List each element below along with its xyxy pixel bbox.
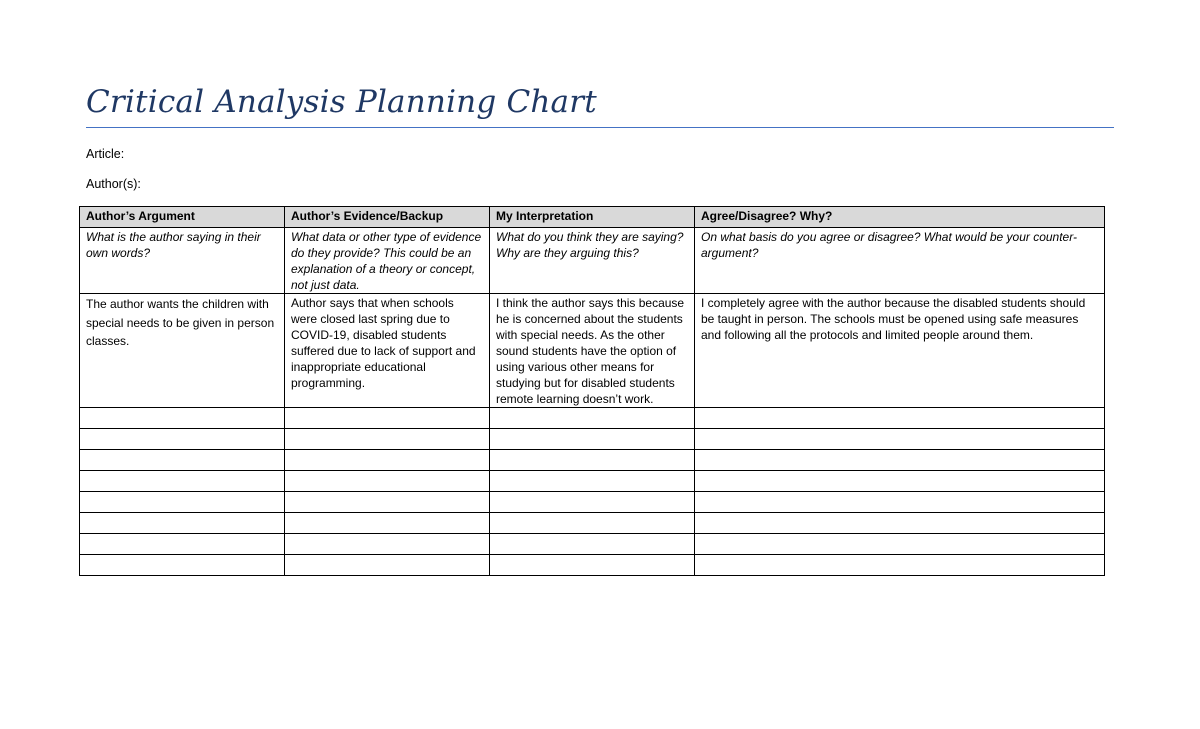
header-authors-evidence: Author’s Evidence/Backup <box>285 207 490 228</box>
response-argument[interactable]: The author wants the children with special needs to be given in person classes. <box>80 294 285 408</box>
empty-cell[interactable] <box>285 408 490 429</box>
empty-cell[interactable] <box>490 408 695 429</box>
article-field-label: Article: <box>86 147 125 161</box>
table-row <box>80 408 1105 429</box>
empty-cell[interactable] <box>490 429 695 450</box>
empty-cell[interactable] <box>695 450 1105 471</box>
table-header-row <box>80 207 1105 228</box>
empty-cell[interactable] <box>285 555 490 576</box>
prompt-row <box>80 228 1105 294</box>
authors-field-label: Author(s): <box>86 177 141 191</box>
empty-cell[interactable] <box>695 513 1105 534</box>
response-agree-disagree[interactable]: I completely agree with the author because the disabled students should be taught in person. The schools must be opened using safe measures and following all the protocols and limited people around them. <box>695 294 1105 408</box>
table-row <box>80 450 1105 471</box>
empty-cell[interactable] <box>490 471 695 492</box>
table-row <box>80 555 1105 576</box>
table-row <box>80 471 1105 492</box>
empty-cell[interactable] <box>490 555 695 576</box>
empty-rows <box>80 408 1105 576</box>
title-underline <box>86 127 1114 128</box>
prompt-evidence: What data or other type of evidence do they provide? This could be an explanation of a theory or concept, not just data. <box>285 228 490 294</box>
empty-cell[interactable] <box>80 408 285 429</box>
empty-cell[interactable] <box>285 534 490 555</box>
empty-cell[interactable] <box>80 471 285 492</box>
header-agree-disagree: Agree/Disagree? Why? <box>695 207 1105 228</box>
empty-cell[interactable] <box>80 429 285 450</box>
table-row <box>80 513 1105 534</box>
empty-cell[interactable] <box>80 492 285 513</box>
header-my-interpretation: My Interpretation <box>490 207 695 228</box>
empty-cell[interactable] <box>695 534 1105 555</box>
response-interpretation[interactable]: I think the author says this because he is concerned about the students with special needs. As the other sound students have the option of using various other means for studying but for disabled students remote learning doesn’t work. <box>490 294 695 408</box>
empty-cell[interactable] <box>695 492 1105 513</box>
prompt-agree-disagree: On what basis do you agree or disagree? What would be your counter-argument? <box>695 228 1105 294</box>
empty-cell[interactable] <box>695 408 1105 429</box>
empty-cell[interactable] <box>490 492 695 513</box>
empty-cell[interactable] <box>80 513 285 534</box>
prompt-interpretation: What do you think they are saying? Why are they arguing this? <box>490 228 695 294</box>
empty-cell[interactable] <box>80 450 285 471</box>
response-evidence[interactable]: Author says that when schools were closed last spring due to COVID-19, disabled students suffered due to lack of support and inappropriate educational programming. <box>285 294 490 408</box>
empty-cell[interactable] <box>490 513 695 534</box>
empty-cell[interactable] <box>695 471 1105 492</box>
table-row <box>80 492 1105 513</box>
empty-cell[interactable] <box>285 492 490 513</box>
empty-cell[interactable] <box>80 555 285 576</box>
planning-chart-table <box>79 206 1105 576</box>
empty-cell[interactable] <box>285 450 490 471</box>
table-row <box>80 534 1105 555</box>
empty-cell[interactable] <box>695 555 1105 576</box>
empty-cell[interactable] <box>80 534 285 555</box>
empty-cell[interactable] <box>285 513 490 534</box>
page-title: Critical Analysis Planning Chart <box>86 84 597 120</box>
empty-cell[interactable] <box>490 534 695 555</box>
header-authors-argument: Author’s Argument <box>80 207 285 228</box>
empty-cell[interactable] <box>695 429 1105 450</box>
empty-cell[interactable] <box>285 471 490 492</box>
table-row <box>80 429 1105 450</box>
empty-cell[interactable] <box>285 429 490 450</box>
empty-cell[interactable] <box>490 450 695 471</box>
prompt-argument: What is the author saying in their own words? <box>80 228 285 294</box>
response-row <box>80 294 1105 408</box>
